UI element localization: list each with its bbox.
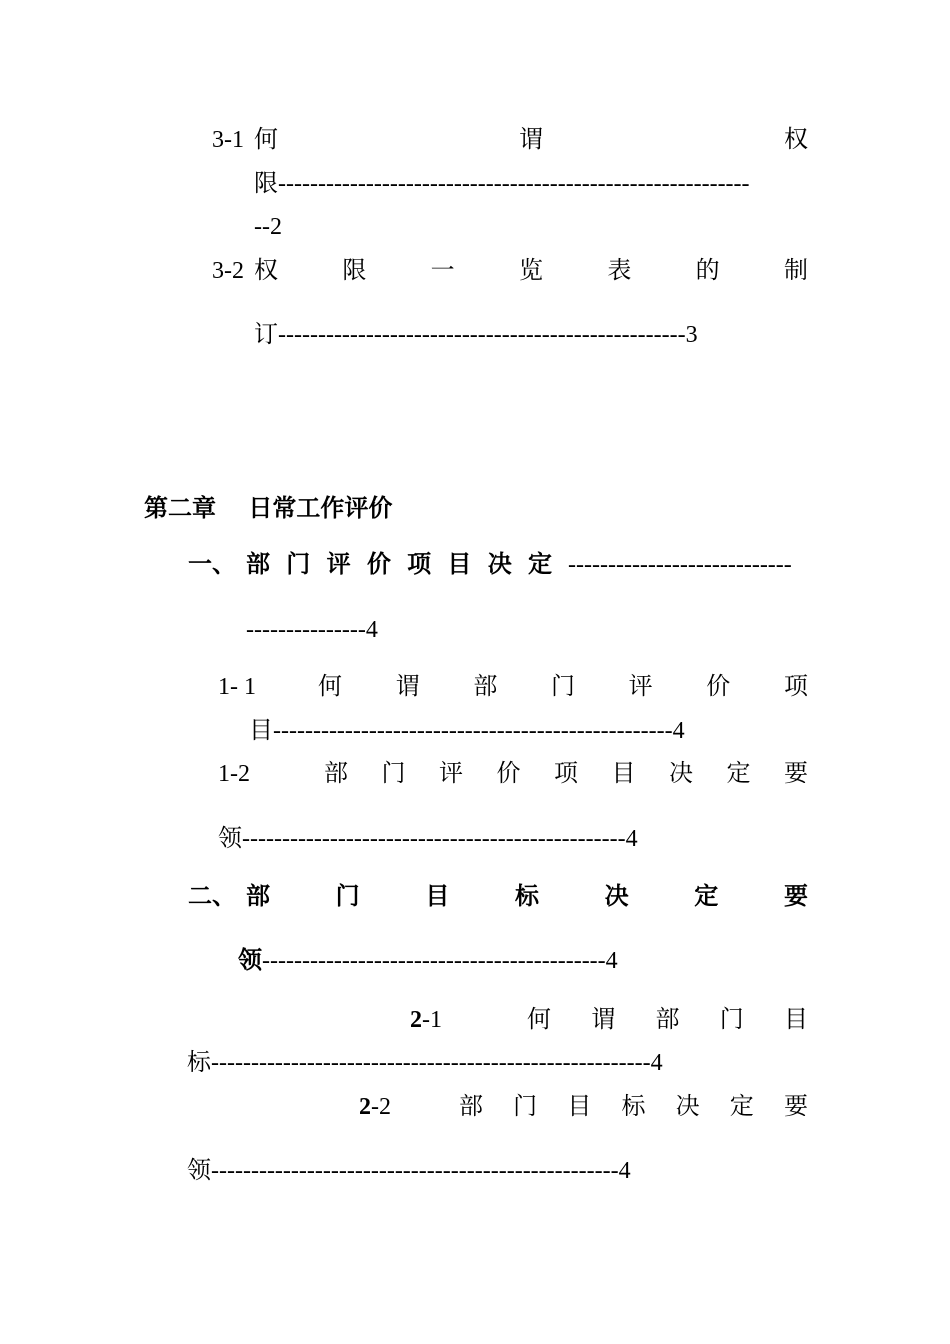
toc-2-2-number-minor: -2 xyxy=(371,1094,391,1120)
toc-3-1-title[interactable] xyxy=(254,125,808,155)
toc-3-2-leader[interactable]: 订---------------------------------------------------3 xyxy=(254,322,698,348)
toc-char: 限 xyxy=(342,258,367,284)
toc-char: 目 xyxy=(567,1094,592,1120)
toc-2-1-leader[interactable]: 标-------------------------------------------------------4 xyxy=(187,1050,663,1076)
toc-char: 项 xyxy=(407,552,432,578)
toc-char: 权 xyxy=(254,258,278,284)
toc-char: 制 xyxy=(783,258,808,284)
toc-char: 谓 xyxy=(519,127,543,153)
toc-1-1-leader[interactable]: 目--------------------------------------------------4 xyxy=(249,718,685,744)
toc-char: 部 xyxy=(473,674,498,700)
toc-part-1-leader[interactable]: ---------------4 xyxy=(246,617,378,643)
toc-3-1-leader[interactable]: 限----------------------------------------------------------- xyxy=(254,171,750,197)
toc-char: 门 xyxy=(335,884,360,910)
toc-2-2-title[interactable] xyxy=(459,1092,808,1122)
toc-char: 要 xyxy=(783,884,808,910)
toc-2-1-number-major: 2 xyxy=(410,1007,422,1033)
toc-2-1-number xyxy=(410,1005,442,1035)
toc-char: 门 xyxy=(381,761,406,787)
toc-1-1-number: 1- 1 xyxy=(218,674,256,700)
toc-char: 要 xyxy=(783,1094,808,1120)
toc-3-2-number: 3-2 xyxy=(212,258,244,284)
toc-char: 标 xyxy=(621,1094,646,1120)
toc-char: 评 xyxy=(439,761,463,787)
toc-2-1-title[interactable] xyxy=(527,1005,808,1035)
toc-char: 权 xyxy=(784,127,808,153)
toc-part-1-dashes: ---------------------------- xyxy=(568,552,792,578)
toc-3-1-page[interactable]: --2 xyxy=(254,214,282,240)
toc-char: 谓 xyxy=(395,674,420,700)
toc-part-1-prefix: 一、 xyxy=(188,552,236,578)
toc-2-2-number xyxy=(359,1092,391,1122)
toc-char: 门 xyxy=(550,674,575,700)
toc-char: 目 xyxy=(447,552,472,578)
toc-char: 决 xyxy=(675,1094,700,1120)
toc-char: 目 xyxy=(611,761,636,787)
toc-char: 门 xyxy=(286,552,311,578)
toc-char: 决 xyxy=(487,552,512,578)
toc-1-2-leader[interactable]: 领------------------------------------------------4 xyxy=(218,826,638,852)
toc-char: 表 xyxy=(607,258,632,284)
toc-char: 部 xyxy=(246,552,270,578)
toc-char: 要 xyxy=(784,761,808,787)
toc-2-2-number-major: 2 xyxy=(359,1094,371,1120)
toc-char: 项 xyxy=(783,674,808,700)
toc-char: 门 xyxy=(513,1094,538,1120)
toc-char: 价 xyxy=(366,552,391,578)
toc-char: 项 xyxy=(554,761,578,787)
toc-part-1-title[interactable] xyxy=(246,550,552,580)
toc-part-2-leader-dashes: -------------------------------------------4 xyxy=(262,948,618,974)
toc-part-2-title[interactable] xyxy=(246,882,808,912)
toc-char: 目 xyxy=(425,884,450,910)
toc-1-2-number: 1-2 xyxy=(218,761,250,787)
toc-char: 何 xyxy=(318,674,342,700)
toc-char: 标 xyxy=(514,884,539,910)
toc-char: 决 xyxy=(604,884,629,910)
chapter-2-heading[interactable]: 第二章 日常工作评价 xyxy=(144,494,393,522)
toc-2-2-leader[interactable]: 领---------------------------------------------------4 xyxy=(187,1158,631,1184)
toc-1-1-title[interactable] xyxy=(318,672,808,702)
toc-char: 部 xyxy=(459,1094,483,1120)
toc-part-2-leader-char: 领 xyxy=(238,948,262,974)
toc-char: 部 xyxy=(324,761,348,787)
toc-char: 目 xyxy=(784,1007,808,1033)
toc-char: 何 xyxy=(527,1007,551,1033)
toc-char: 定 xyxy=(729,1094,754,1120)
toc-char: 一 xyxy=(430,258,455,284)
toc-char: 价 xyxy=(496,761,521,787)
toc-char: 定 xyxy=(527,552,552,578)
toc-1-2-title[interactable] xyxy=(324,759,808,789)
toc-char: 评 xyxy=(628,674,653,700)
toc-char: 价 xyxy=(706,674,731,700)
toc-char: 何 xyxy=(254,127,278,153)
toc-3-2-title[interactable] xyxy=(254,256,808,286)
toc-part-2-leader[interactable] xyxy=(238,946,618,976)
toc-char: 部 xyxy=(246,884,270,910)
toc-char: 定 xyxy=(694,884,719,910)
toc-2-1-number-minor: -1 xyxy=(422,1007,442,1033)
toc-char: 定 xyxy=(726,761,751,787)
toc-char: 览 xyxy=(518,258,543,284)
toc-char: 门 xyxy=(719,1007,744,1033)
toc-char: 决 xyxy=(669,761,693,787)
toc-3-1-number: 3-1 xyxy=(212,127,244,153)
toc-char: 的 xyxy=(695,258,720,284)
toc-char: 评 xyxy=(326,552,351,578)
toc-part-2-prefix: 二、 xyxy=(188,884,236,910)
toc-char: 谓 xyxy=(591,1007,616,1033)
toc-char: 部 xyxy=(655,1007,680,1033)
